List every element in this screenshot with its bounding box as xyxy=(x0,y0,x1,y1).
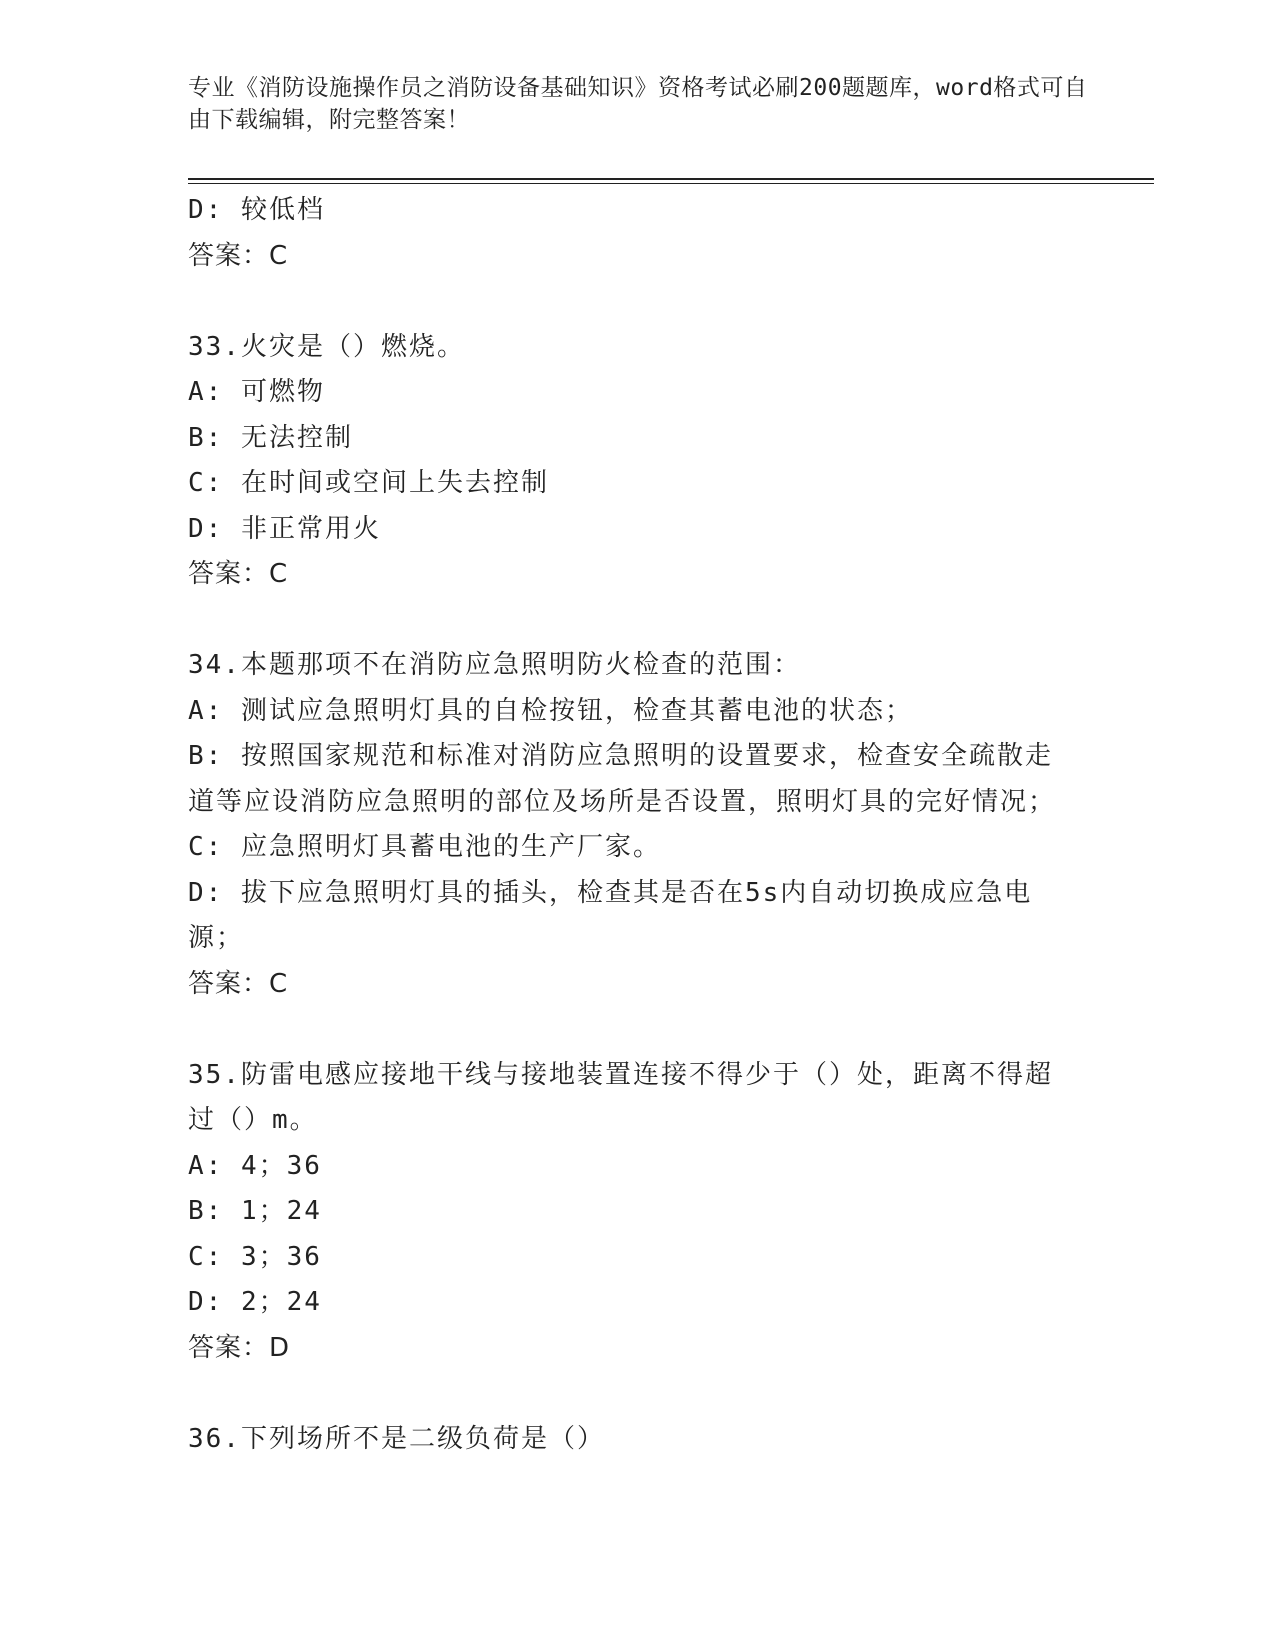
question-33-option-b: B: 无法控制 xyxy=(188,422,353,453)
question-35-line2: 过（）m。 xyxy=(188,1105,318,1135)
spacer xyxy=(188,598,1088,644)
spacer xyxy=(188,279,1088,325)
question-34-option-b-line2: 道等应设消防应急照明的部位及场所是否设置，照明灯具的完好情况； xyxy=(188,786,1057,817)
question-33-option-d: D: 非正常用火 xyxy=(188,513,381,544)
spacer xyxy=(188,1371,1088,1417)
question-33-option-a: A: 可燃物 xyxy=(188,377,325,407)
page-header: 专业《消防设施操作员之消防设备基础知识》资格考试必刷200题题库，word格式可自由下载编辑，附完整答案！ xyxy=(188,75,1088,133)
question-34-option-c: C: 应急照明灯具蓄电池的生产厂家。 xyxy=(188,832,661,862)
answer: 答案：C xyxy=(188,240,289,271)
question-35-line1: 35.防雷电感应接地干线与接地装置连接不得少于（）处，距离不得超 xyxy=(188,1059,1053,1090)
question-35-answer: 答案：D xyxy=(188,1332,291,1363)
header-divider-thin xyxy=(188,183,1154,184)
question-33: 33.火灾是（）燃烧。 xyxy=(188,331,465,362)
option-d: D: 较低档 xyxy=(188,195,325,225)
question-35-option-b: B: 1；24 xyxy=(188,1196,322,1226)
question-35-option-d: D: 2；24 xyxy=(188,1287,322,1317)
question-34-option-b-line1: B: 按照国家规范和标准对消防应急照明的设置要求，检查安全疏散走 xyxy=(188,741,1053,771)
question-34-option-d-line1: D: 拔下应急照明灯具的插头，检查其是否在5s内自动切换成应急电 xyxy=(188,877,1033,908)
question-33-answer: 答案：C xyxy=(188,559,289,589)
question-33-option-c: C: 在时间或空间上失去控制 xyxy=(188,468,549,498)
question-36: 36.下列场所不是二级负荷是（） xyxy=(188,1423,605,1454)
question-35-option-c: C: 3；36 xyxy=(188,1241,322,1272)
question-35-option-a: A: 4；36 xyxy=(188,1150,322,1181)
question-34-option-d-line2: 源； xyxy=(188,923,245,953)
question-content xyxy=(188,188,1088,1462)
question-34-answer: 答案：C xyxy=(188,968,289,999)
spacer xyxy=(188,1007,1088,1053)
header-divider-thick xyxy=(188,178,1154,180)
question-34-option-a: A: 测试应急照明灯具的自检按钮，检查其蓄电池的状态； xyxy=(188,695,913,726)
question-34: 34.本题那项不在消防应急照明防火检查的范围： xyxy=(188,650,801,680)
